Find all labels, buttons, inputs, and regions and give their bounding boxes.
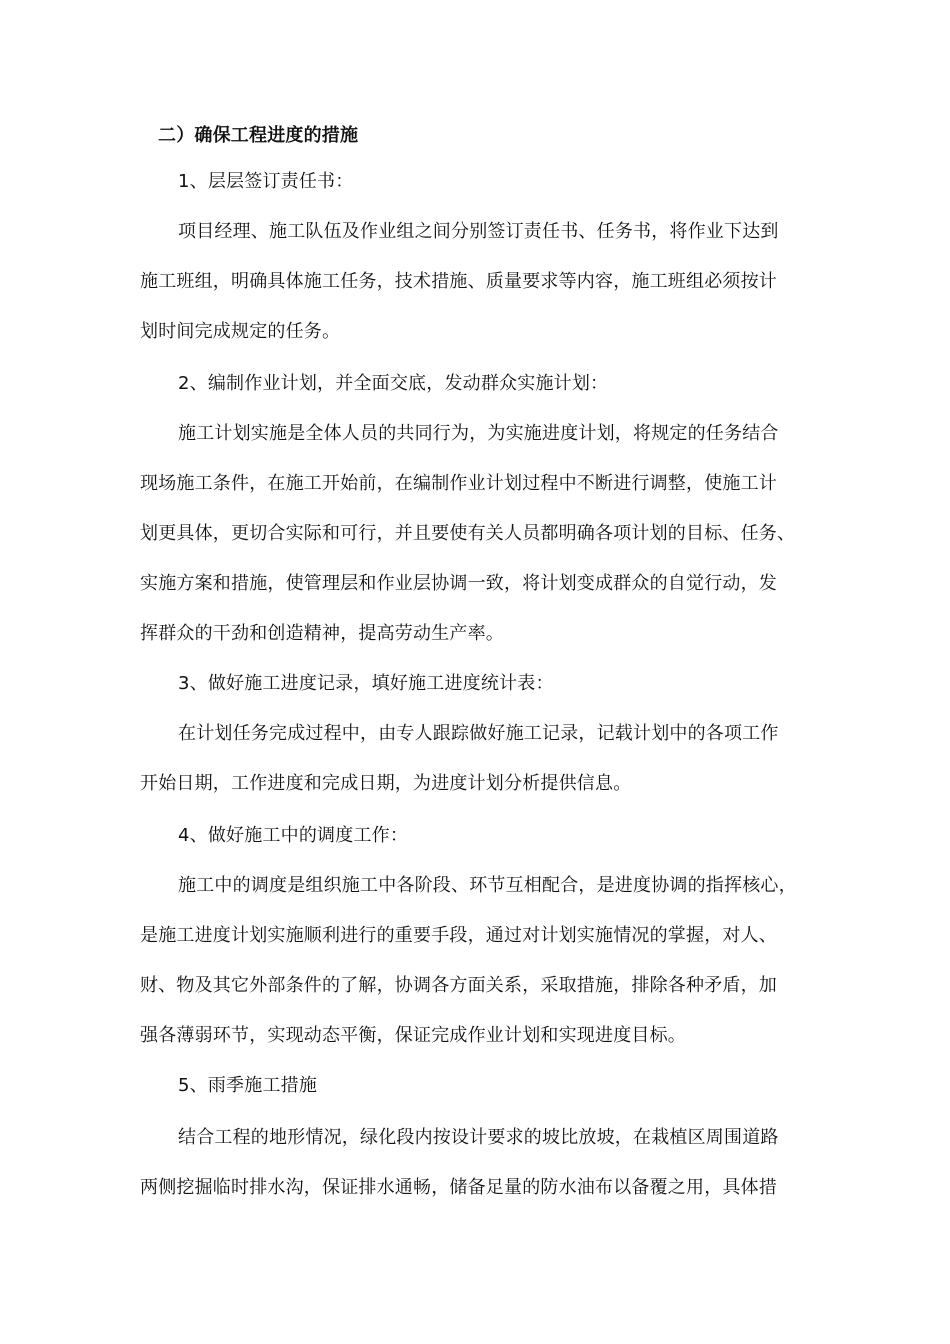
paragraph-line: 实施方案和措施，使管理层和作业层协调一致，将计划变成群众的自觉行动，发 <box>140 573 777 594</box>
paragraph-line: 划更具体，更切合实际和可行，并且要使有关人员都明确各项计划的目标、任务、 <box>140 523 796 544</box>
item-3-heading: 3、做好施工进度记录，填好施工进度统计表： <box>178 673 554 694</box>
paragraph-line: 划时间完成规定的任务。 <box>140 321 341 342</box>
paragraph-line: 施工班组，明确具体施工任务，技术措施、质量要求等内容，施工班组必须按计 <box>140 271 777 292</box>
section-title: 二）确保工程进度的措施 <box>158 125 359 146</box>
item-4-heading: 4、做好施工中的调度工作： <box>178 825 409 846</box>
paragraph-line: 施工计划实施是全体人员的共同行为，为实施进度计划，将规定的任务结合 <box>178 423 779 444</box>
paragraph-line: 项目经理、施工队伍及作业组之间分别签订责任书、任务书，将作业下达到 <box>178 221 779 242</box>
item-5-heading: 5、雨季施工措施 <box>178 1075 318 1096</box>
paragraph-line: 强各薄弱环节，实现动态平衡，保证完成作业计划和实现进度目标。 <box>140 1025 686 1046</box>
paragraph-line: 两侧挖掘临时排水沟，保证排水通畅，储备足量的防水油布以备覆之用，具体措 <box>140 1177 777 1198</box>
paragraph-line: 是施工进度计划实施顺利进行的重要手段，通过对计划实施情况的掌握，对人、 <box>140 925 777 946</box>
paragraph-line: 结合工程的地形情况，绿化段内按设计要求的坡比放坡，在栽植区周围道路 <box>178 1127 779 1148</box>
paragraph-line: 财、物及其它外部条件的了解，协调各方面关系，采取措施，排除各种矛盾，加 <box>140 975 777 996</box>
paragraph-line: 开始日期，工作进度和完成日期，为进度计划分析提供信息。 <box>140 773 632 794</box>
paragraph-line: 现场施工条件，在施工开始前，在编制作业计划过程中不断进行调整，使施工计 <box>140 473 777 494</box>
paragraph-line: 在计划任务完成过程中，由专人跟踪做好施工记录，记载计划中的各项工作 <box>178 723 779 744</box>
paragraph-line: 挥群众的干劲和创造精神，提高劳动生产率。 <box>140 623 504 644</box>
item-2-heading: 2、编制作业计划，并全面交底，发动群众实施计划： <box>178 373 609 394</box>
paragraph-line: 施工中的调度是组织施工中各阶段、环节互相配合，是进度协调的指挥核心， <box>178 875 797 896</box>
item-1-heading: 1、层层签订责任书： <box>178 171 354 192</box>
